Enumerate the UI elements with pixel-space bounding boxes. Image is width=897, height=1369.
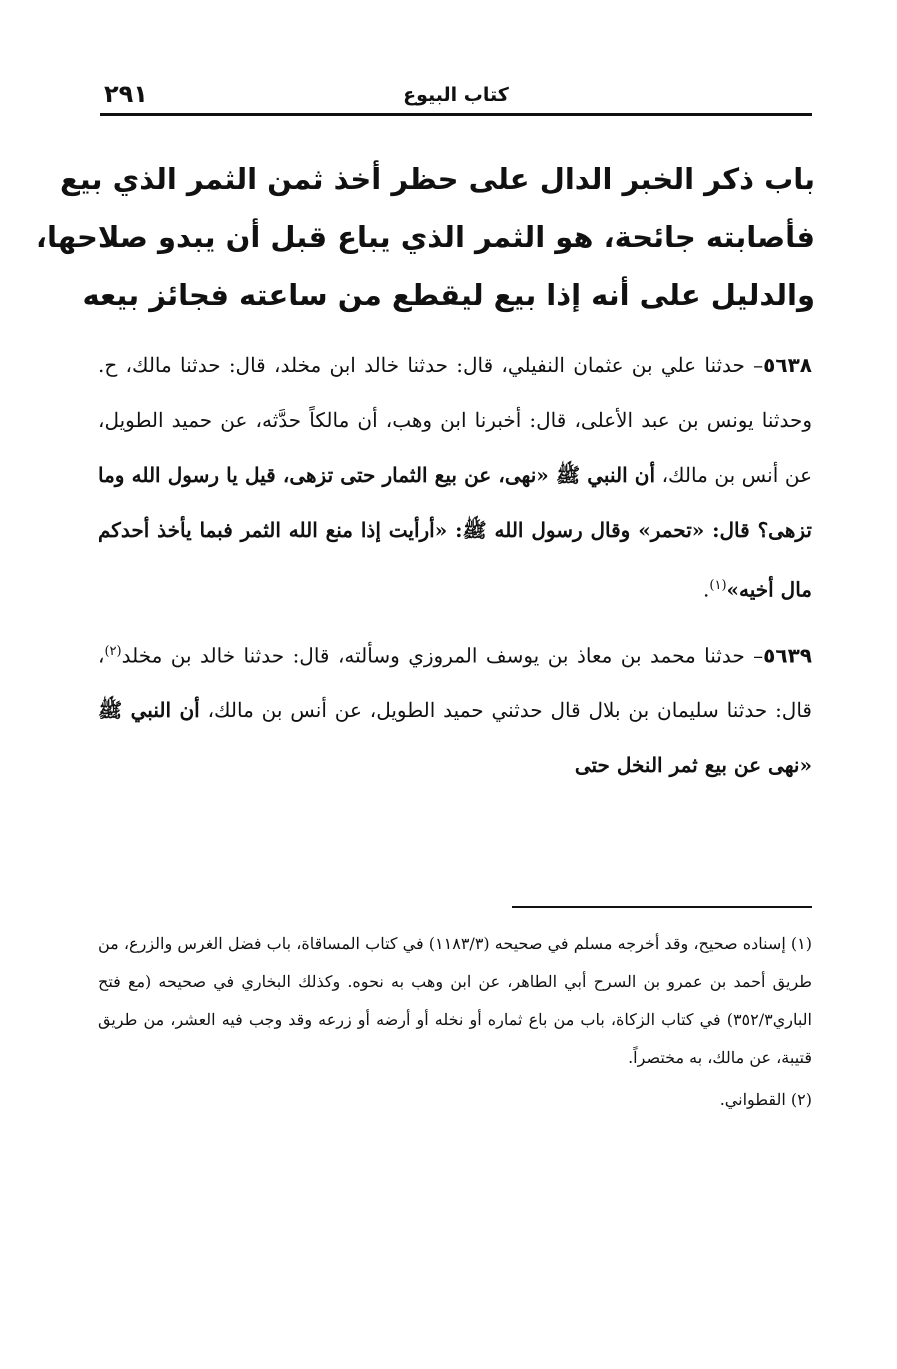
footnote-separator bbox=[512, 906, 812, 908]
footnote-reference[interactable]: (٢) bbox=[104, 643, 122, 659]
chapter-heading bbox=[35, 150, 815, 324]
hadith-number: ٥٦٣٨ bbox=[763, 353, 812, 377]
book-title: كتاب البيوع bbox=[403, 84, 509, 106]
chapter-heading-line: باب ذكر الخبر الدال على حظر أخذ ثمن الثمر الذي بيع bbox=[59, 162, 815, 196]
page-number: ٢٩١ bbox=[104, 80, 148, 108]
hadith-isnad: – حدثنا علي بن عثمان النفيلي، قال: حدثنا خالد ابن مخلد، قال: حدثنا مالك، ح. وحدثنا يونس بن عبد الأعلى، قال: أخبرنا ابن وهب، أن مالكاً حدَّثه، عن حميد الطويل، عن أنس بن مالك، bbox=[98, 353, 813, 487]
footnote-reference[interactable]: (١) bbox=[709, 578, 727, 593]
chapter-heading-line: والدليل على أنه إذا بيع ليقطع من ساعته فجائز بيعه bbox=[82, 278, 815, 312]
hadith-matn: أن النبي ﷺ «نهى عن بيع ثمر النخل حتى bbox=[98, 698, 812, 778]
footnote-2: (٢) القطواني. bbox=[719, 1090, 812, 1109]
header-rule bbox=[100, 113, 812, 116]
chapter-heading-line: فأصابته جائحة، هو الثمر الذي يباع قبل أن يبدو صلاحها، bbox=[35, 220, 815, 254]
hadith-number: ٥٦٣٩ bbox=[763, 643, 812, 668]
hadith-matn: أن النبي ﷺ «نهى، عن بيع الثمار حتى تزهى، قيل يا رسول الله وما تزهى؟ قال: «تحمر» وقال رسول الله ﷺ: «أرأيت إذا منع الله الثمر فبما يأخذ أحدكم مال أخيه» bbox=[98, 463, 812, 602]
hadith-5638 bbox=[98, 338, 812, 618]
footnotes bbox=[98, 925, 812, 1123]
hadith-5639 bbox=[98, 624, 812, 794]
body-text bbox=[98, 338, 812, 799]
hadith-isnad-continued: ، قال: حدثنا سليمان بن بلال قال حدثني حميد الطويل، عن أنس بن مالك، bbox=[98, 643, 812, 723]
footnote-1: (١) إسناده صحيح، وقد أخرجه مسلم في صحيحه (١١٨٣/٣) في كتاب المساقاة، باب فضل الغرس والزرع، من طريق أحمد بن عمرو بن السرح أبي الطاهر، عن ابن وهب به نحوه. وكذلك البخاري في صحيحه (مع فتح الباري٣٥٢/٣) في كتاب الزكاة، باب من باع ثماره أو نخله أو أرضه أو زرعه وقد وجب فيه العشر، من طريق قتيبة، عن مالك، به مختصراً. bbox=[98, 934, 813, 1067]
running-header bbox=[100, 78, 812, 112]
hadith-isnad: – حدثنا محمد بن معاذ بن يوسف المروزي وسألته، قال: حدثنا خالد بن مخلد bbox=[121, 643, 764, 668]
hadith-ending: . bbox=[703, 577, 710, 602]
